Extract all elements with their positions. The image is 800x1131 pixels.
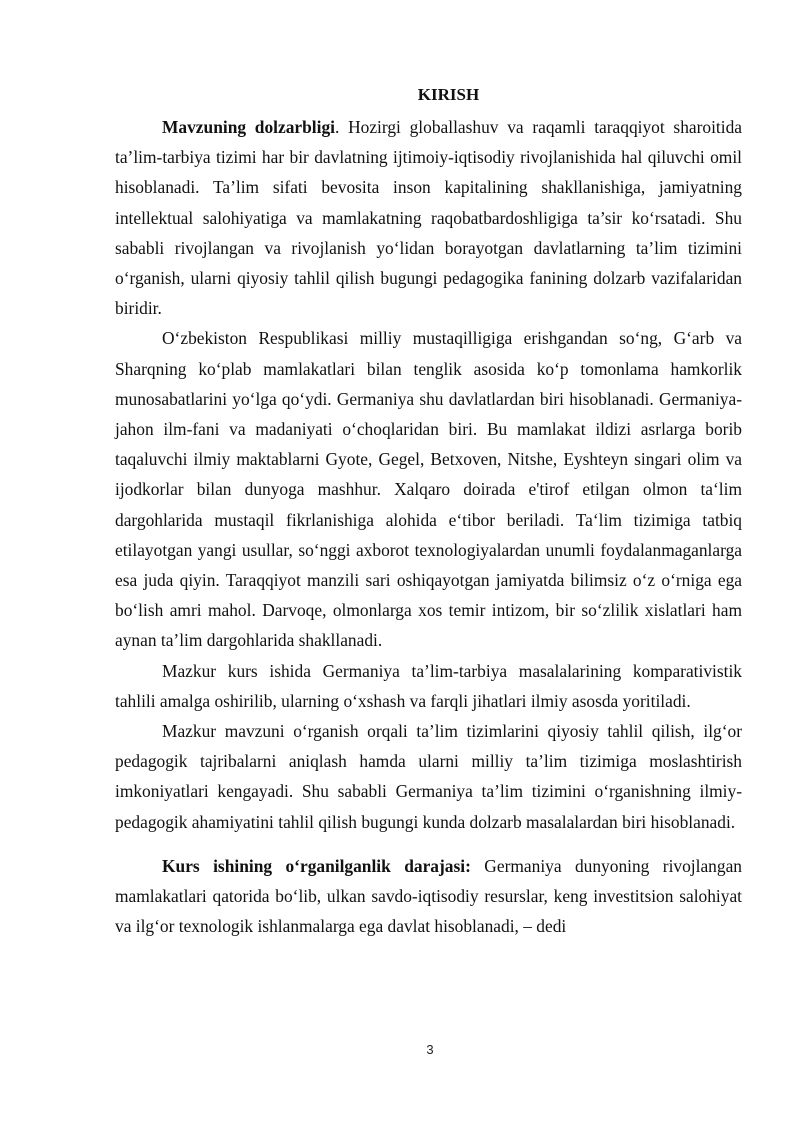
paragraph-cooperation <box>115 323 742 655</box>
paragraph-text: O‘zbekiston Respublikasi milliy mustaqilligiga erishgandan so‘ng, G‘arb va Sharqning ko‘plab mamlakatlari bilan tenglik asosida ko‘p tomonlama hamkorlik munosabatlarini yo‘lga qo‘ydi. Germaniya shu davlatlardan biri hisoblanadi. Germaniya-jahon ilm-fani va madaniyati o‘choqlaridan biri. Bu mamlakat ildizi asrlarga borib taqaluvchi ilmiy maktablarni Gyote, Gegel, Betxoven, Nitshe, Eyshteyn singari olim va ijodkorlar bilan dunyoga mashhur. Xalqaro doirada e'tirof etilgan olmon ta‘lim dargohlarida mustaqil fikrlanishiga alohida e‘tibor beriladi. Ta‘lim tizimiga tatbiq etilayotgan yangi usullar, so‘nggi axborot texnologiyalardan unumli foydalanmaganlarga esa juda qiyin. Taraqqiyot manzili sari oshiqayotgan jamiyatda bilimsiz o‘z o‘rniga ega bo‘lish amri mahol. Darvoqe, olmonlarga xos temir intizom, bir so‘zlilik xislatlari ham aynan ta’lim dargohlarida shakllanadi. <box>115 328 742 651</box>
paragraph-relevance <box>115 112 742 323</box>
page-number: 3 <box>426 1042 434 1057</box>
paragraph-study-topic <box>115 716 742 837</box>
paragraph-lead: Kurs ishining o‘rganilganlik darajasi: <box>162 855 471 876</box>
paragraph-text: Germaniya dunyoning rivojlangan mamlakatlari qatorida bo‘lib, ulkan savdo-iqtisodiy resurslar, keng investitsion salohiyat va ilg‘or texnologik ishlanmalarga ega davlat hisoblanadi, – dedi <box>115 855 742 937</box>
paragraph-lead: Mavzuning dolzarbligi <box>162 117 335 137</box>
paragraph-course-work <box>115 656 742 716</box>
paragraph-text: . Hozirgi globallashuv va raqamli taraqqiyot sharoitida ta’lim-tarbiya tizimi har bir davlatning ijtimoiy-iqtisodiy rivojlanishida hal qiluvchi omil hisoblanadi. Ta’lim sifati bevosita inson kapitalining shakllanishiga, jamiyatning intellektual salohiyatiga va mamlakatning raqobatbardoshligiga ta’sir ko‘rsatadi. Shu sababli rivojlangan va rivojlanish yo‘lidan borayotgan davlatlarning ta’lim tizimini o‘rganish, ularni qiyosiy tahlil qilish bugungi pedagogika fanining dolzarb vazifalaridan biridir. <box>115 117 743 319</box>
page-content <box>115 80 742 941</box>
paragraph-text: Mazkur kurs ishida Germaniya ta’lim-tarbiya masalalarining komparativistik tahlili amalga oshirilib, ularning o‘xshash va farqli jihatlari ilmiy asosda yoritiladi. <box>115 660 742 711</box>
section-title: KIRISH <box>417 85 480 104</box>
paragraph-study-degree <box>115 851 742 942</box>
paragraph-text: Mazkur mavzuni o‘rganish orqali ta’lim tizimlarini qiyosiy tahlil qilish, ilg‘or pedagogik tajribalarni aniqlash hamda ularni milliy ta’lim tizimiga moslashtirish imkoniyatlari kengayadi. Shu sababli Germaniya ta’lim tizimini o‘rganishning ilmiy-pedagogik ahamiyatini tahlil qilish bugungi kunda dolzarb masalalardan biri hisoblanadi. <box>115 721 742 832</box>
